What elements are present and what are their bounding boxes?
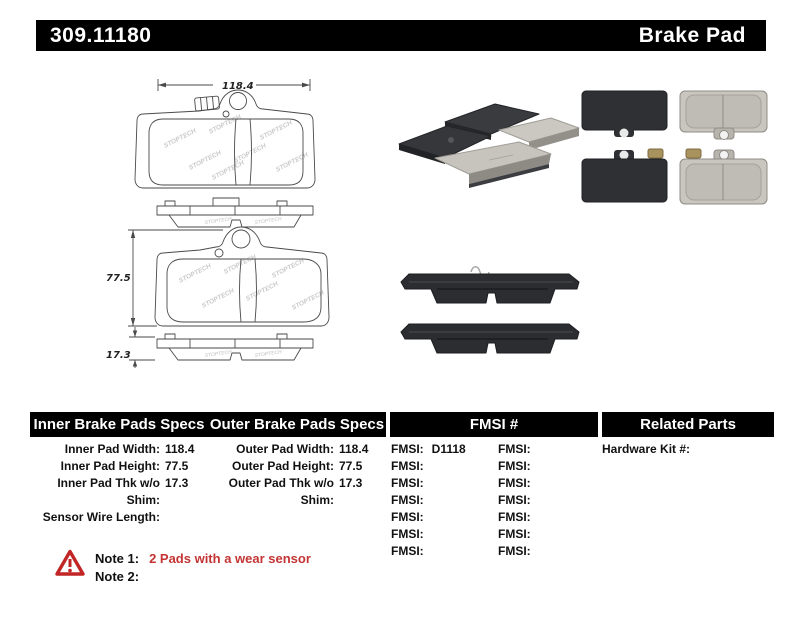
svg-text:STOPTECH: STOPTECH: [270, 257, 306, 280]
height-dimension-label: 77.5: [106, 273, 131, 284]
fmsi-title: FMSI #: [469, 416, 519, 433]
related-parts-column: [602, 441, 698, 458]
fmsi-row: FMSI:: [391, 493, 424, 507]
pads-specs-header-bar: [30, 412, 386, 437]
svg-text:STOPTECH: STOPTECH: [210, 159, 246, 182]
width-dimension-label: 118.4: [222, 81, 254, 92]
svg-text:STOPTECH: STOPTECH: [204, 216, 233, 226]
warning-icon: [54, 548, 86, 578]
inner-specs-column: [28, 441, 209, 526]
spec-row: Outer Pad Width: 118.4: [236, 442, 369, 456]
svg-text:STOPTECH: STOPTECH: [187, 149, 223, 172]
svg-text:STOPTECH: STOPTECH: [254, 349, 283, 359]
fmsi-row: FMSI:: [498, 544, 531, 558]
product-type-title: Brake Pad: [638, 23, 746, 47]
fmsi-row: FMSI:: [498, 476, 531, 490]
photo-pad-edges: [393, 262, 588, 365]
inner-specs-title: Inner Brake Pads Specs: [33, 416, 205, 433]
note-1: [95, 550, 311, 568]
fmsi-row: FMSI:: [498, 493, 531, 507]
pad-edge-view-2: [157, 334, 313, 360]
note-1-text: 2 Pads with a wear sensor: [149, 551, 311, 566]
fmsi-row: FMSI:: [498, 459, 531, 473]
svg-text:STOPTECH: STOPTECH: [207, 113, 243, 136]
spec-row: Outer Pad Thk w/o Shim: 17.3: [228, 476, 363, 507]
related-parts-row: Hardware Kit #:: [602, 442, 691, 456]
svg-text:STOPTECH: STOPTECH: [204, 349, 233, 359]
note-2-label: Note 2:: [95, 569, 140, 584]
svg-text:STOPTECH: STOPTECH: [232, 142, 268, 165]
technical-drawing: [95, 68, 365, 368]
svg-text:STOPTECH: STOPTECH: [162, 127, 198, 150]
fmsi-row: FMSI: D1118: [391, 442, 466, 456]
height-dimension-line: [128, 230, 223, 326]
note-1-label: Note 1:: [95, 551, 140, 566]
outer-specs-title: Outer Brake Pads Specs: [209, 416, 385, 433]
outer-specs-column: [196, 441, 383, 509]
fmsi-header-bar: [390, 412, 598, 437]
fmsi-row: FMSI:: [391, 544, 424, 558]
fmsi-column-1: [391, 441, 466, 560]
related-parts-header-bar: [602, 412, 774, 437]
svg-text:STOPTECH: STOPTECH: [274, 151, 310, 174]
fmsi-column-2: [498, 441, 539, 560]
photo-pad-set-angled: [393, 88, 588, 206]
spec-row: Inner Pad Thk w/o Shim: 17.3: [57, 476, 189, 507]
svg-text:STOPTECH: STOPTECH: [222, 253, 258, 276]
spec-row: Sensor Wire Length:: [42, 510, 160, 524]
part-number: 309.11180: [50, 23, 152, 47]
svg-text:STOPTECH: STOPTECH: [244, 280, 280, 303]
fmsi-row: FMSI:: [391, 476, 424, 490]
fmsi-row: FMSI:: [498, 527, 531, 541]
fmsi-row: FMSI:: [498, 510, 531, 524]
fmsi-row: FMSI:: [391, 459, 424, 473]
header-bar: [36, 20, 766, 51]
thickness-dimension-label: 17.3: [106, 350, 131, 361]
svg-text:STOPTECH: STOPTECH: [290, 289, 326, 312]
note-2: [95, 568, 149, 586]
thickness-dimension-line: [129, 327, 155, 368]
spec-row: Outer Pad Height: 77.5: [231, 459, 363, 473]
related-parts-title: Related Parts: [640, 416, 736, 433]
svg-text:STOPTECH: STOPTECH: [177, 262, 213, 285]
photo-pad-set-grid: [578, 88, 773, 216]
pad-edge-view-1: [157, 198, 313, 227]
fmsi-row: FMSI:: [391, 510, 424, 524]
spec-row: Inner Pad Width: 118.4: [64, 442, 195, 456]
fmsi-row: FMSI:: [498, 442, 531, 456]
fmsi-row: FMSI:: [391, 527, 424, 541]
svg-text:STOPTECH: STOPTECH: [258, 119, 294, 142]
svg-text:STOPTECH: STOPTECH: [200, 287, 236, 310]
svg-text:STOPTECH: STOPTECH: [254, 216, 283, 226]
spec-row: Inner Pad Height: 77.5: [60, 459, 189, 473]
